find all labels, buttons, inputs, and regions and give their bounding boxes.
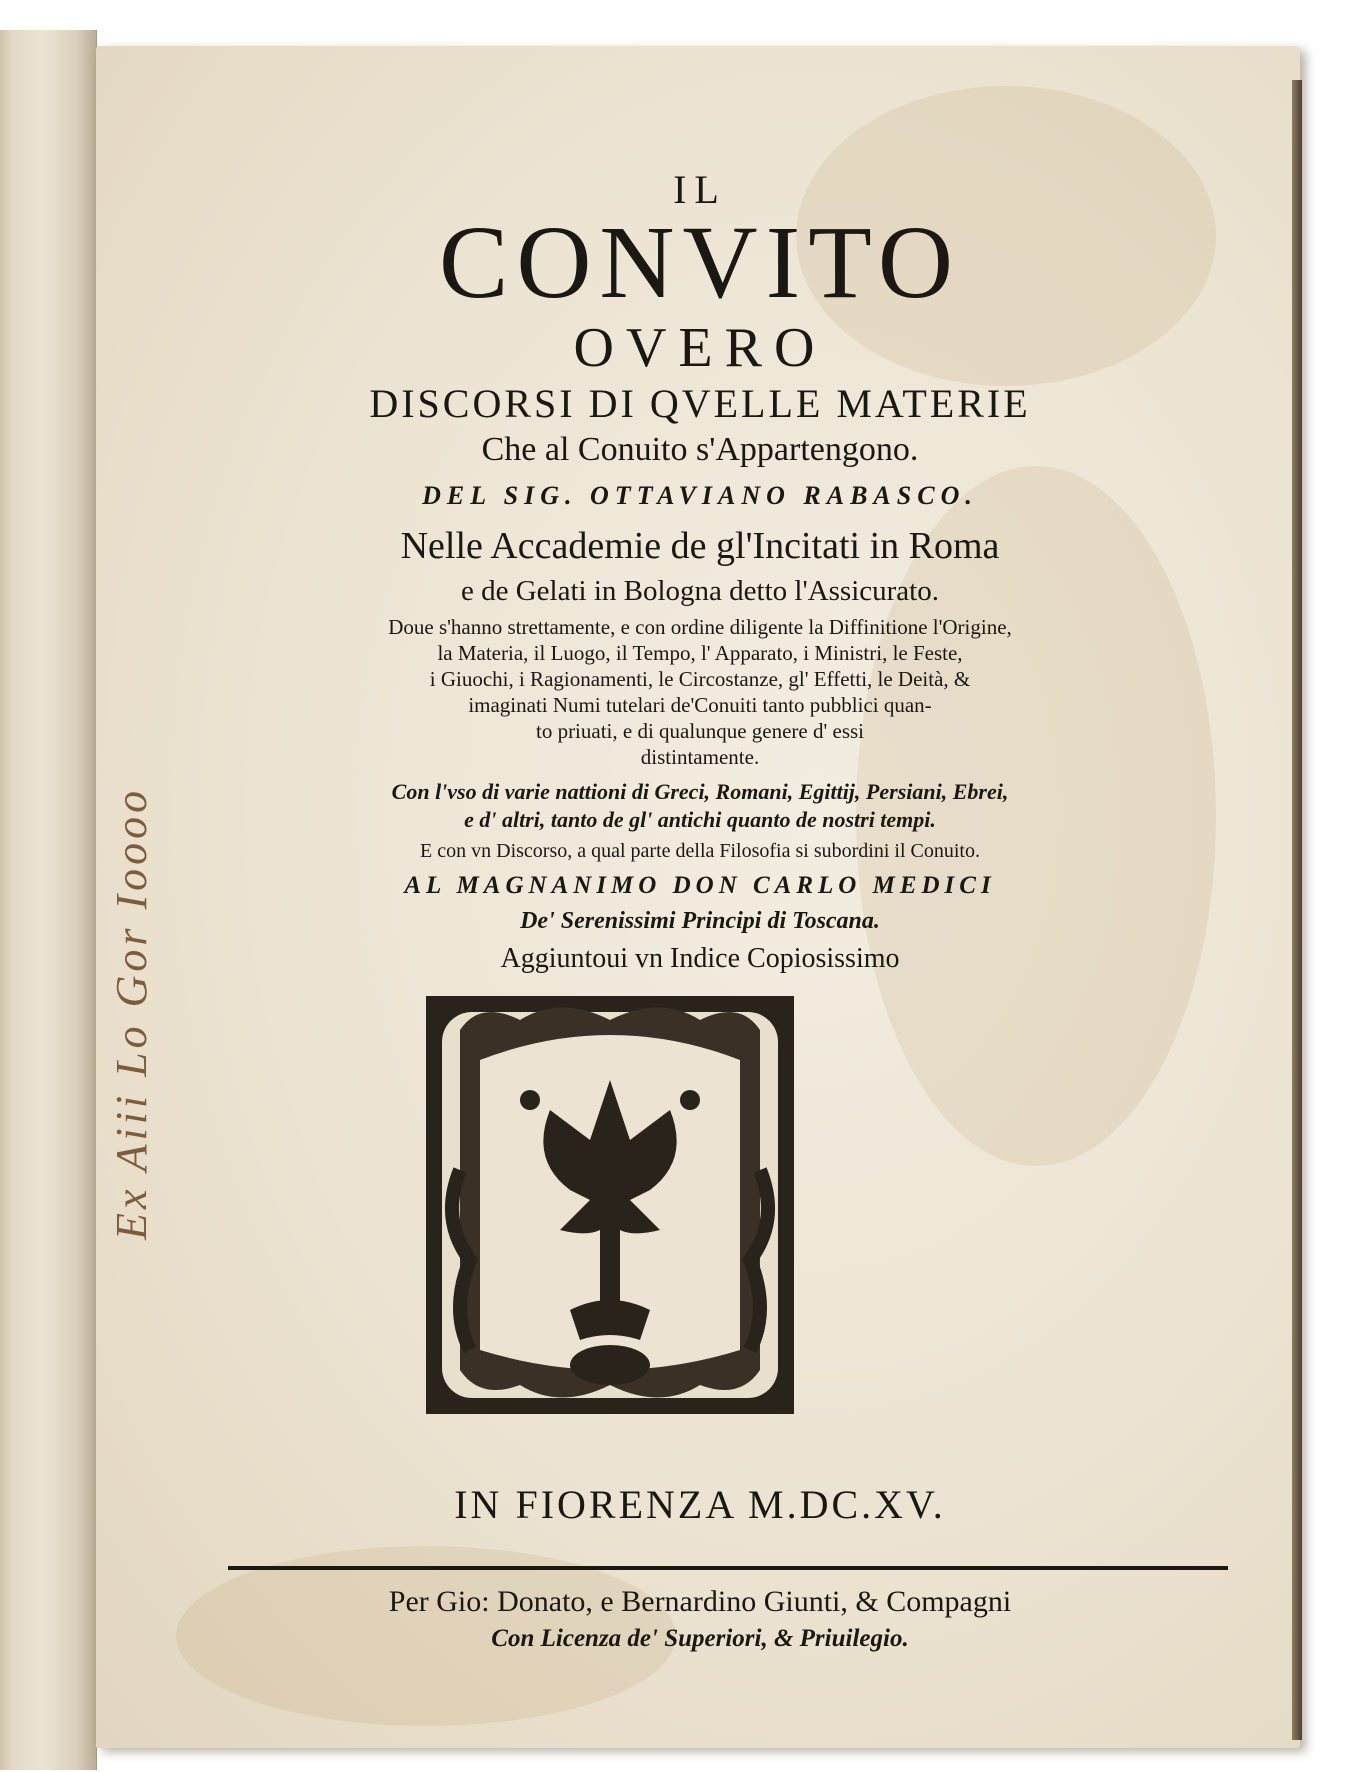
gelati-line: e de Gelati in Bologna detto l'Assicurato. xyxy=(461,575,939,607)
imprint-place-date: IN FIORENZA M.DC.XV. xyxy=(454,1482,946,1527)
title-overo: OVERO xyxy=(573,317,827,379)
author-line: DEL SIG. OTTAVIANO RABASCO. xyxy=(422,481,978,510)
discorso-line: E con vn Discorso, a qual parte della Filosofia si subordini il Conuito. xyxy=(420,840,980,862)
medici-woodcut-device xyxy=(420,990,800,1420)
description-line: imaginati Numi tutelari de'Conuiti tanto pubblici quan- xyxy=(468,693,932,717)
horizontal-rule xyxy=(228,1566,1228,1570)
binding-edge xyxy=(0,30,14,1770)
book-title: CONVITO xyxy=(438,205,962,320)
handwritten-ownership-note: Ex Aiii Lo Gor Ioooo xyxy=(107,786,156,1240)
page-edge xyxy=(1292,80,1302,1740)
usage-line: Con l'vso di varie nattioni di Greci, Romani, Egittij, Persiani, Ebrei, xyxy=(391,779,1009,804)
dedication-line: AL MAGNANIMO DON CARLO MEDICI xyxy=(404,872,996,899)
indice-line: Aggiuntoui vn Indice Copiosissimo xyxy=(500,943,900,974)
description-line: to priuati, e di qualunque genere d' essi xyxy=(535,719,865,743)
subtitle-discorsi: DISCORSI DI QVELLE MATERIE xyxy=(369,381,1031,426)
licenza-line: Con Licenza de' Superiori, & Priuilegio. xyxy=(491,1625,909,1652)
description-line: Doue s'hanno strettamente, e con ordine diligente la Diffinitione l'Origine, xyxy=(388,615,1012,639)
academy-line: Nelle Accademie de gl'Incitati in Roma xyxy=(400,525,1000,567)
book-binding xyxy=(0,30,97,1770)
description-line: la Materia, il Luogo, il Tempo, l' Apparato, i Ministri, le Feste, xyxy=(437,641,963,665)
printer-line: Per Gio: Donato, e Bernardino Giunti, & Compagni xyxy=(388,1585,1012,1618)
usage-line: e d' altri, tanto de gl' antichi quanto de nostri tempi. xyxy=(464,807,936,832)
title-il: IL xyxy=(673,167,727,212)
description-line: distintamente. xyxy=(640,745,760,769)
description-line: i Giuochi, i Ragionamenti, le Circostanze, gl' Effetti, le Deità, & xyxy=(429,667,971,691)
subtitle-che: Che al Conuito s'Appartengono. xyxy=(481,431,919,468)
principi-line: De' Serenissimi Principi di Toscana. xyxy=(520,908,880,934)
